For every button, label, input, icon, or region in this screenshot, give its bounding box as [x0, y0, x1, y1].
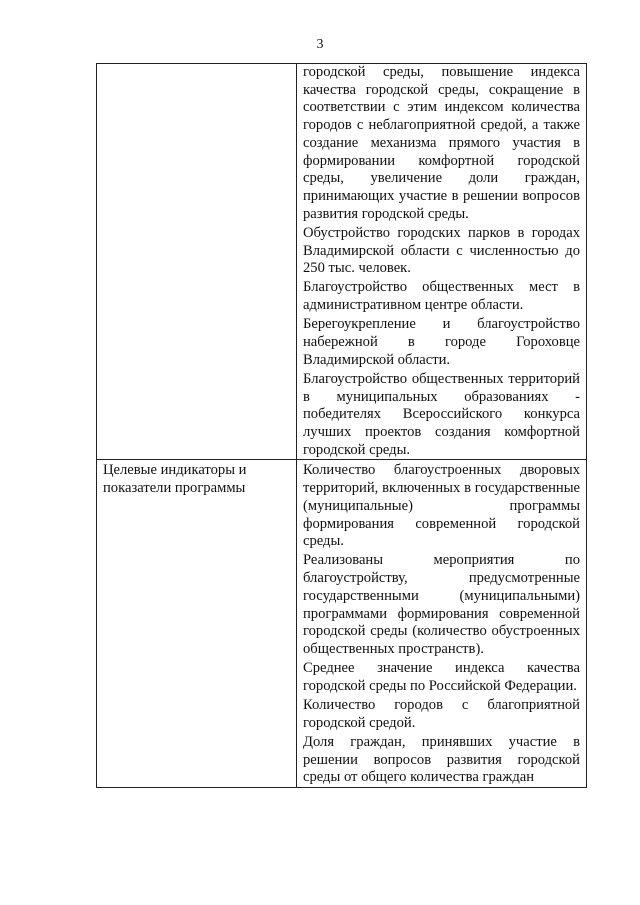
- content-paragraph: Берегоукрепление и благоустройство набережной в городе Гороховце Владимирской области.: [303, 316, 580, 368]
- table-content-cell: [297, 460, 587, 788]
- content-paragraph: Реализованы мероприятия по благоустройству, предусмотренные государственными (муниципальными) программами формирования современной городской среды (количество обустроенных общественных пространств).: [303, 552, 580, 657]
- content-paragraph: Среднее значение индекса качества городской среды по Российской Федерации.: [303, 660, 580, 694]
- table-row-continuation: [97, 64, 587, 460]
- content-paragraph: Обустройство городских парков в городах Владимирской области с численностью до 250 тыс. человек.: [303, 224, 580, 277]
- page-number: 3: [316, 37, 324, 52]
- content-paragraph: Благоустройство общественных территорий в муниципальных образованиях - победителях Всероссийского конкурса лучших проектов создания комфортной городской среды.: [303, 370, 580, 458]
- table-row-indicators: [97, 460, 587, 788]
- table-label-cell-empty: [97, 64, 297, 460]
- content-paragraph: городской среды, повышение индекса качества городской среды, сокращение в соответствии с этим индексом количества городов с неблагоприятной средой, а также создание механизма прямого участия в формировании комфортной городской среды, увеличение доли граждан, принимающих участие в решении вопросов развития городской среды.: [303, 64, 580, 222]
- program-passport-table: [96, 63, 587, 788]
- content-paragraph: Количество благоустроенных дворовых территорий, включенных в государственные (муниципальные) программы формирования современной городской среды.: [303, 462, 580, 550]
- table-label-cell: Целевые индикаторы и показатели программы: [97, 460, 297, 788]
- content-paragraph: Благоустройство общественных мест в административном центре области.: [303, 279, 580, 314]
- table-content-cell: [297, 64, 587, 460]
- content-paragraph: Доля граждан, принявших участие в решении вопросов развития городской среды от общего количества граждан: [303, 734, 580, 786]
- content-paragraph: Количество городов с благоприятной городской средой.: [303, 697, 580, 731]
